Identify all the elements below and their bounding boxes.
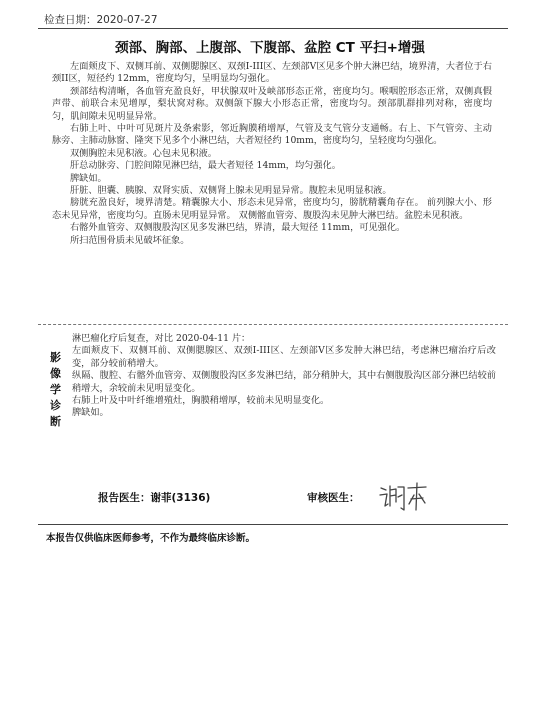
diagnosis-label bbox=[50, 350, 64, 430]
report-doctor: 报告医生：谢菲(3136) bbox=[98, 492, 211, 504]
diagnosis-line: 右肺上叶及中叶纤维增殖灶，胸膜稍增厚，较前未见明显变化。 bbox=[72, 395, 330, 407]
findings-paragraph: 右髂外血管旁、双侧腹股沟区见多发淋巴结，界清，最大短径 11mm，可见强化。 bbox=[70, 222, 406, 234]
diagnosis-line: 脾缺如。 bbox=[72, 407, 109, 419]
top-divider bbox=[38, 28, 508, 29]
findings-paragraph: 双侧胸腔未见积液。心包未见积液。 bbox=[70, 147, 217, 159]
findings-paragraph: 肝脏、胆囊、胰腺、双肾实质、双侧肾上腺未见明显异常。腹腔未见明显积液。 bbox=[70, 185, 392, 197]
diagnosis-line: 纵隔、腹腔、右髂外血管旁、双侧腹股沟区多发淋巴结，部分稍肿大，其中右侧腹股沟区部分淋巴结较前稍增大，余较前未见明显变化。 bbox=[72, 370, 496, 394]
diagnosis-label-char: 学 bbox=[50, 383, 61, 396]
section-divider bbox=[38, 324, 508, 325]
findings-paragraph: 颈部结构清晰，各血管充盈良好，甲状腺双叶及峡部形态正常，密度均匀。喉咽腔形态正常，双侧真假声带、前联合未见增厚，梨状窝对称。双侧颌下腺大小形态正常，密度均匀。颈部肌群排列对称，密度均匀，肌间隙未见明显异常。 bbox=[52, 85, 492, 122]
findings-paragraph: 左面颊皮下、双侧耳前、双侧腮腺区、双颈I-III区、左颈部V区见多个肿大淋巴结，境界清，大者位于右颈II区，短径约 12mm，密度均匀，呈明显均匀强化。 bbox=[52, 61, 492, 85]
diagnosis-label-char: 像 bbox=[50, 367, 61, 380]
disclaimer: 本报告仅供临床医师参考，不作为最终临床诊断。 bbox=[46, 533, 256, 544]
review-doctor-label: 审核医生： bbox=[307, 492, 360, 504]
diagnosis-line: 左面颊皮下、双侧耳前、双侧腮腺区、双颈I-III区、左颈部V区多发肿大淋巴结，考虑淋巴瘤治疗后改变，部分较前稍增大。 bbox=[72, 345, 496, 369]
diagnosis-line: 淋巴瘤化疗后复查，对比 2020-04-11 片： bbox=[72, 333, 251, 344]
review-doctor-signature bbox=[378, 480, 428, 514]
diagnosis-label-char: 断 bbox=[50, 415, 61, 428]
findings-paragraph: 所扫范围骨质未见破坏征象。 bbox=[70, 234, 190, 246]
diagnosis-label-char: 诊 bbox=[50, 399, 61, 412]
findings-paragraph: 膀胱充盈良好，境界清楚。精囊腺大小、形态未见异常，密度均匀，膀胱精囊角存在。 前列腺大小、形态未见异常，密度均匀。直肠未见明显异常。 双侧髂血管旁、腹股沟未见肿大淋巴结。盆腔未见积液。 bbox=[52, 197, 492, 221]
findings-paragraph: 右肺上叶、中叶可见斑片及条索影，邻近胸膜稍增厚，气管及支气管分支通畅。右上、下气管旁、主动脉旁、主肺动脉窗、隆突下见多个小淋巴结，大者短径约 10mm，密度均匀，呈轻度均匀强化。 bbox=[52, 123, 492, 147]
findings-section bbox=[52, 61, 492, 247]
findings-paragraph: 脾缺如。 bbox=[70, 172, 107, 184]
bottom-divider bbox=[38, 524, 508, 525]
findings-paragraph: 肝总动脉旁、门腔间隙见淋巴结，最大者短径 14mm，均匀强化。 bbox=[70, 160, 341, 172]
report-title: 颈部、胸部、上腹部、下腹部、盆腔 CT 平扫+增强 bbox=[115, 40, 425, 56]
exam-date: 检查日期：2020-07-27 bbox=[44, 14, 158, 26]
diagnosis-label-char: 影 bbox=[50, 351, 61, 364]
diagnosis-section bbox=[72, 333, 496, 420]
